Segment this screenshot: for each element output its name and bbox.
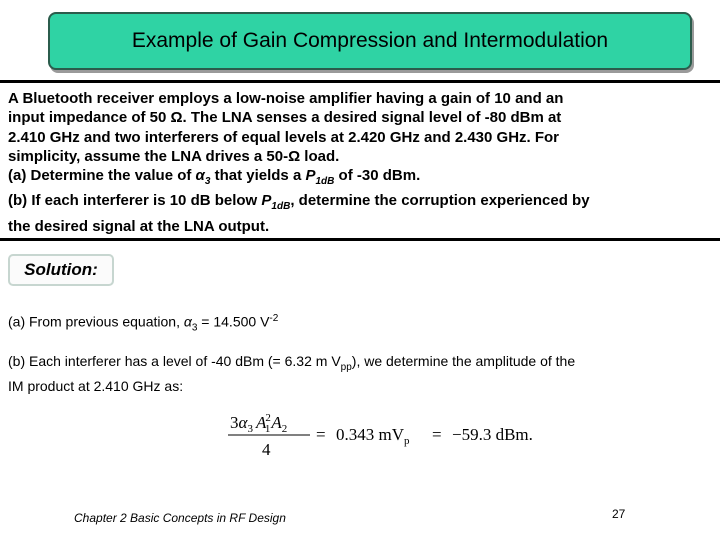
formula-result: −59.3 dBm.	[452, 425, 533, 444]
part-b-text: , determine the corruption experienced by	[290, 192, 590, 210]
slide-title: Example of Gain Compression and Intermodulation	[131, 29, 609, 52]
formula-equals: =	[432, 425, 442, 444]
p-subscript: 1dB	[315, 176, 335, 188]
problem-line: input impedance of 50 Ω. The LNA senses a desired signal level of -80 dBm at	[8, 109, 562, 127]
part-a-text: (a) Determine the value of	[8, 167, 196, 185]
solution-b-line	[8, 352, 708, 377]
solution-label: Solution:	[24, 260, 98, 279]
page-number: 27	[612, 507, 626, 521]
problem-line: 2.410 GHz and two interferers of equal levels at 2.420 GHz and 2.430 GHz. For	[8, 128, 560, 146]
problem-line: A Bluetooth receiver employs a low-noise amplifier having a gain of 10 and an	[8, 90, 564, 107]
top-rule	[0, 80, 720, 83]
part-a-text: that yields a	[210, 167, 306, 185]
p-subscript: 1dB	[271, 201, 291, 213]
formula-numerator: $3\alpha_3$ A2 $1A_2$	[230, 412, 288, 435]
problem-line: simplicity, assume the LNA drives a 50-Ω load.	[8, 147, 340, 165]
alpha-subscript: 3	[204, 176, 211, 188]
formula-denominator: 4	[262, 440, 271, 459]
title-box	[48, 12, 692, 70]
solution-label-box	[8, 254, 114, 286]
solution-b-text: ), we determine the amplitude of the	[351, 353, 576, 369]
part-a-text: of -30 dBm.	[334, 167, 421, 185]
footer-caption: Chapter 2 Basic Concepts in RF Design	[74, 511, 286, 525]
bottom-rule	[0, 238, 720, 241]
formula-value: 0.343 $mV_p$	[336, 425, 410, 447]
im-product-formula	[226, 408, 566, 462]
solution-part-b	[8, 352, 708, 396]
problem-line: the desired signal at the LNA output.	[8, 217, 270, 235]
alpha-subscript: 3	[191, 322, 198, 334]
solution-part-a	[8, 310, 708, 338]
solution-a-text: (a) From previous equation,	[8, 313, 184, 330]
solution-b-line: IM product at 2.410 GHz as:	[8, 378, 184, 395]
formula-equals: =	[316, 425, 326, 444]
solution-a-value: = 14.500 V	[197, 313, 270, 330]
problem-part-b	[8, 191, 714, 216]
problem-statement	[8, 89, 714, 236]
alpha-symbol: α	[183, 313, 192, 330]
p-symbol: P	[261, 192, 272, 210]
alpha-symbol: α	[195, 167, 205, 185]
problem-part-a	[8, 166, 714, 191]
unit-exponent: -2	[269, 313, 279, 324]
p-symbol: P	[305, 167, 316, 185]
vpp-subscript: pp	[340, 361, 352, 373]
solution-b-text: (b) Each interferer has a level of -40 dBm (= 6.32 m V	[8, 353, 341, 369]
part-b-text: (b) If each interferer is 10 dB below	[8, 192, 262, 210]
